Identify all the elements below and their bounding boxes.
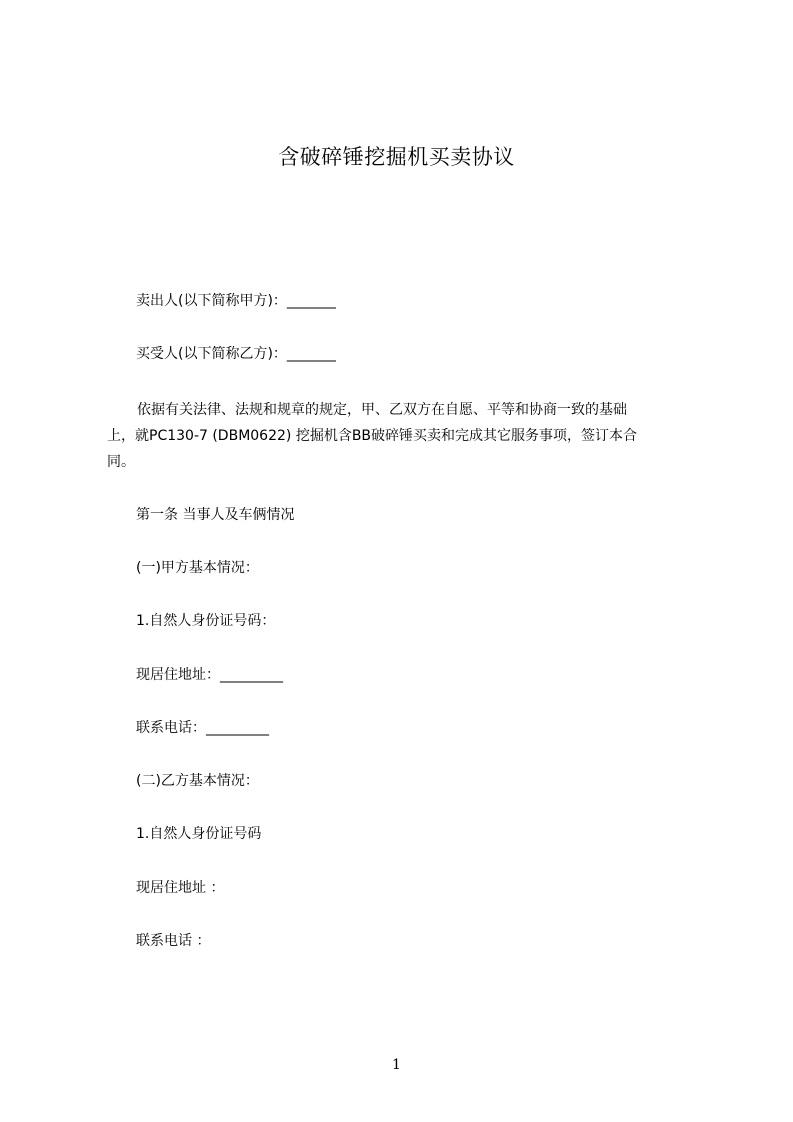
buyer-line: 买受人(以下简称乙方)：_______ bbox=[136, 346, 336, 362]
document-title: 含破碎锤挖掘机买卖协议 bbox=[278, 145, 515, 169]
party-a-id-line: 1.自然人身份证号码： bbox=[136, 613, 276, 629]
page-number: 1 bbox=[392, 1057, 401, 1073]
party-a-phone-line: 联系电话：_________ bbox=[136, 720, 269, 736]
party-b-id-line: 1.自然人身份证号码 bbox=[136, 826, 262, 842]
party-b-heading: (二)乙方基本情况： bbox=[136, 773, 259, 789]
seller-line: 卖出人(以下简称甲方)：_______ bbox=[136, 293, 336, 309]
article-1-heading: 第一条 当事人及车俩情况 bbox=[136, 507, 295, 523]
intro-paragraph-line: 依据有关法律、法规和规章的规定，甲、乙双方在自愿、平等和协商一致的基础 bbox=[137, 402, 627, 418]
party-a-address-line: 现居住地址：_________ bbox=[136, 667, 283, 683]
intro-paragraph-line: 上，就PC130-7 (DBM0622) 挖掘机含BB破碎锤买卖和完成其它服务事项，签订本合 bbox=[107, 428, 638, 444]
party-a-heading: (一)甲方基本情况： bbox=[136, 560, 259, 576]
party-b-address-line: 现居住地址 ： bbox=[136, 880, 225, 896]
party-b-phone-line: 联系电话 ： bbox=[136, 933, 211, 949]
intro-paragraph bbox=[107, 397, 697, 475]
intro-paragraph-line: 同。 bbox=[107, 454, 135, 470]
